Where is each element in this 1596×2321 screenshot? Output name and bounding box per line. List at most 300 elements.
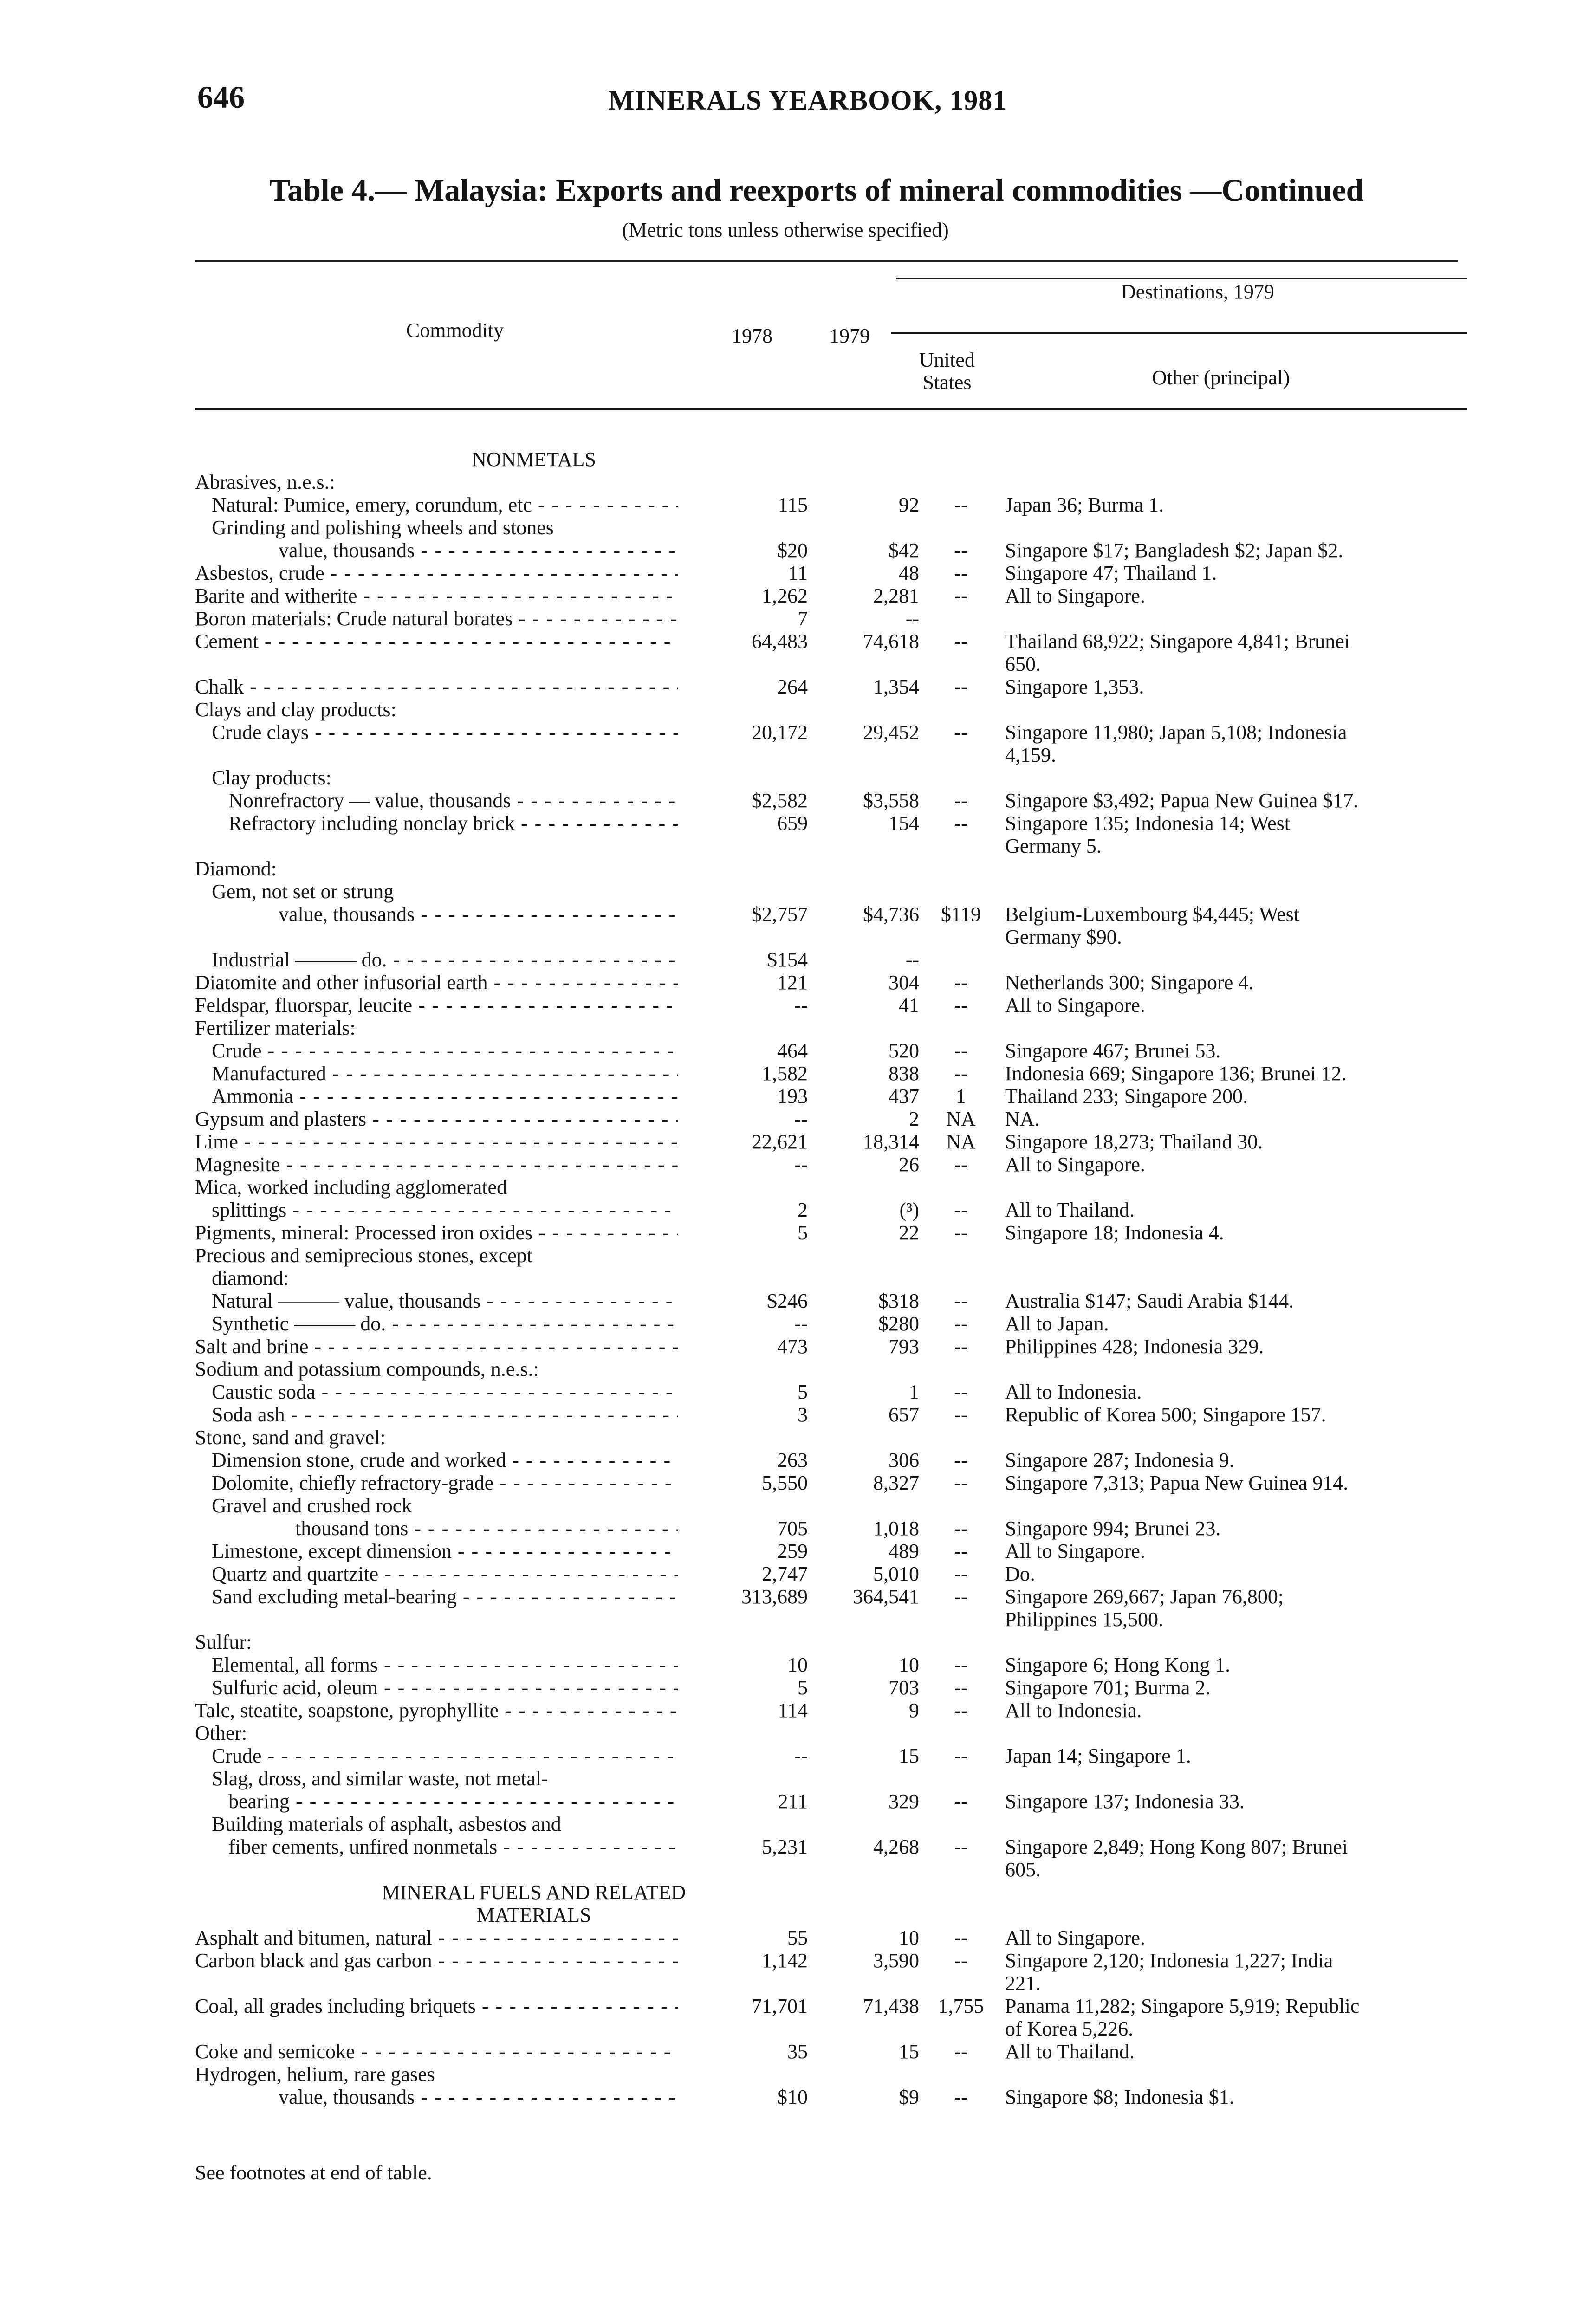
table-row [195,2040,1541,2063]
value-1979: 10 [899,1653,919,1676]
value-1978: $154 [767,948,808,971]
value-1978: 1,142 [762,1949,808,1972]
table-row [195,2017,1541,2040]
value-united-states: -- [954,1153,968,1176]
table-row [195,789,1541,812]
other-destinations: All to Singapore. [1005,1926,1145,1949]
value-1979: 22 [899,1221,919,1244]
table-row [195,744,1541,766]
commodity-cell: Crude - - - [195,1039,678,1062]
value-1979: $280 [878,1312,919,1335]
table-row [195,721,1541,744]
value-united-states: -- [954,721,968,744]
other-destinations: Thailand 68,922; Singapore 4,841; Brunei [1005,630,1350,653]
value-united-states: -- [954,971,968,994]
other-destinations: Singapore $8; Indonesia $1. [1005,2086,1234,2108]
table-row [195,1085,1541,1108]
table-body [195,448,1541,2108]
value-united-states: -- [954,630,968,653]
commodity-cell: Natural: Pumice, emery, corundum, etc - - - [195,493,678,516]
value-1978: 5 [798,1676,808,1699]
running-title: MINERALS YEARBOOK, 1981 [608,85,1007,116]
commodity-cell: Ammonia - - - [195,1085,678,1108]
value-1979: 520 [889,1039,919,1062]
commodity-cell: Coke and semicoke - - - [195,2040,678,2063]
other-destinations: All to Thailand. [1005,1199,1135,1221]
commodity-cell: Talc, steatite, soapstone, pyrophyllite - - - [195,1699,678,1722]
table-row [195,1017,1541,1039]
value-united-states: NA [946,1108,976,1130]
other-destinations: All to Singapore. [1005,584,1145,607]
value-united-states: -- [954,1699,968,1722]
commodity-cell: value, thousands - - - [195,539,678,562]
commodity-cell: Soda ash - - - [195,1403,678,1426]
commodity-cell: Cement - - - [195,630,678,653]
value-1978: 11 [788,562,808,584]
commodity-cell: Asphalt and bitumen, natural - - - [195,1926,678,1949]
commodity-cell: Nonrefractory — value, thousands - - - [195,789,678,812]
other-destinations: Singapore 2,120; Indonesia 1,227; India [1005,1949,1333,1972]
value-1979: 2 [909,1108,919,1130]
value-1978: 2,747 [762,1562,808,1585]
other-destinations: Singapore 269,667; Japan 76,800; [1005,1585,1284,1608]
value-1978: 114 [778,1699,808,1722]
value-1979: 18,314 [863,1130,919,1153]
value-united-states: -- [954,1062,968,1085]
commodity-cell: Lime - - - [195,1130,678,1153]
value-1979: 306 [889,1449,919,1472]
section-title: MATERIALS [476,1904,591,1926]
value-1979: 15 [899,1744,919,1767]
table-row [195,1290,1541,1312]
other-destinations: Singapore 7,313; Papua New Guinea 914. [1005,1472,1349,1494]
value-1979: $42 [889,539,919,562]
value-1978: 5,550 [762,1472,808,1494]
table-row [195,1199,1541,1221]
other-destinations: Australia $147; Saudi Arabia $144. [1005,1290,1294,1312]
commodity-cell: Fertilizer materials: [195,1017,356,1039]
value-1978: 473 [777,1335,808,1358]
value-1978: 3 [798,1403,808,1426]
table-row [195,926,1541,948]
value-united-states: -- [954,584,968,607]
value-united-states: -- [954,1221,968,1244]
value-1978: 7 [798,607,808,630]
value-1979: -- [905,948,919,971]
value-united-states: -- [954,1540,968,1562]
other-destinations: Philippines 15,500. [1005,1608,1164,1631]
value-1978: 705 [777,1517,808,1540]
other-destinations: Singapore 47; Thailand 1. [1005,562,1217,584]
value-1979: 304 [889,971,919,994]
commodity-cell: Crude - - - [195,1744,678,1767]
value-1978: 71,701 [752,1995,808,2017]
value-1978: 211 [778,1790,808,1813]
other-destinations: All to Singapore. [1005,994,1145,1017]
value-1978: 2 [798,1199,808,1221]
commodity-cell: Sand excluding metal-bearing - - - [195,1585,678,1608]
table-row [195,1108,1541,1130]
value-united-states: -- [954,493,968,516]
table-row [195,1631,1541,1653]
value-1979: 26 [899,1153,919,1176]
commodity-cell: Synthetic ——— do. - - - [195,1312,678,1335]
value-united-states: -- [954,2086,968,2108]
value-1978: $2,757 [752,903,808,926]
value-1979: 364,541 [853,1585,919,1608]
value-1978: -- [794,1312,808,1335]
other-destinations: Germany 5. [1005,835,1102,857]
page-number: 646 [197,79,245,115]
value-united-states: -- [954,1790,968,1813]
commodity-cell: Sodium and potassium compounds, n.e.s.: [195,1358,539,1381]
commodity-cell: Sulfuric acid, oleum - - - [195,1676,678,1699]
commodity-cell: Gypsum and plasters - - - [195,1108,678,1130]
other-destinations: Singapore 701; Burma 2. [1005,1676,1211,1699]
commodity-cell: Building materials of asphalt, asbestos and [212,1813,561,1835]
table-row [195,1403,1541,1426]
table-row [195,471,1541,493]
table-row [195,1608,1541,1631]
commodity-cell: Precious and semiprecious stones, except [195,1244,533,1267]
commodity-cell: Abrasives, n.e.s.: [195,471,335,493]
other-destinations: 605. [1005,1858,1041,1881]
col-united-states-line2: States [922,371,972,394]
value-united-states: -- [954,562,968,584]
table-row [195,880,1541,903]
commodity-cell: Caustic soda - - - [195,1381,678,1403]
value-united-states: -- [954,812,968,835]
table-row [195,1562,1541,1585]
other-destinations: Japan 36; Burma 1. [1005,493,1164,516]
value-1978: 55 [787,1926,808,1949]
other-destinations: Germany $90. [1005,926,1122,948]
value-1979: 29,452 [863,721,919,744]
value-united-states: -- [954,994,968,1017]
value-united-states: NA [946,1130,976,1153]
table-row [195,1153,1541,1176]
other-destinations: Do. [1005,1562,1035,1585]
value-united-states: -- [954,1835,968,1858]
other-destinations: Thailand 233; Singapore 200. [1005,1085,1248,1108]
value-1978: 313,689 [741,1585,808,1608]
table-row [195,2063,1541,2086]
other-destinations: Singapore $17; Bangladesh $2; Japan $2. [1005,539,1343,562]
commodity-cell: Dimension stone, crude and worked - - - [195,1449,678,1472]
commodity-cell: diamond: [212,1267,289,1290]
value-united-states: -- [954,1039,968,1062]
commodity-cell: splittings - - - [195,1199,678,1221]
commodity-cell: Sulfur: [195,1631,252,1653]
other-destinations: All to Indonesia. [1005,1381,1142,1403]
value-1979: 10 [899,1926,919,1949]
value-1978: -- [794,1108,808,1130]
table-row [195,1494,1541,1517]
other-destinations: Panama 11,282; Singapore 5,919; Republic [1005,1995,1360,2017]
value-1978: 64,483 [752,630,808,653]
value-1979: 2,281 [873,584,919,607]
value-united-states: -- [954,1381,968,1403]
other-destinations: Singapore 137; Indonesia 33. [1005,1790,1245,1813]
commodity-cell: Natural ——— value, thousands - - - [195,1290,678,1312]
table-row [195,1835,1541,1858]
commodity-cell: Magnesite - - - [195,1153,678,1176]
table-row [195,1699,1541,1722]
table-row [195,653,1541,675]
value-united-states: -- [954,1403,968,1426]
table-row [195,1813,1541,1835]
commodity-cell: Other: [195,1722,247,1744]
value-united-states: -- [954,539,968,562]
table-row [195,1244,1541,1267]
value-united-states: -- [954,1517,968,1540]
commodity-cell: Manufactured - - - [195,1062,678,1085]
other-destinations: All to Indonesia. [1005,1699,1142,1722]
table-row [195,1995,1541,2017]
value-1979: -- [905,607,919,630]
value-1978: 464 [777,1039,808,1062]
commodity-cell: thousand tons - - - [195,1517,678,1540]
commodity-cell: Carbon black and gas carbon - - - [195,1949,678,1972]
table-row [195,607,1541,630]
commodity-cell: value, thousands - - - [195,2086,678,2108]
value-united-states: -- [954,1926,968,1949]
commodity-cell: value, thousands - - - [195,903,678,926]
value-1979: 9 [909,1699,919,1722]
commodity-cell: Mica, worked including agglomerated [195,1176,507,1199]
value-united-states: -- [954,1585,968,1608]
commodity-cell: Clays and clay products: [195,698,396,721]
table-row [195,1381,1541,1403]
value-1978: $20 [777,539,808,562]
commodity-cell: Refractory including nonclay brick - - - [195,812,678,835]
table-row [195,1949,1541,1972]
other-destinations: Singapore 467; Brunei 53. [1005,1039,1221,1062]
other-destinations: Singapore 1,353. [1005,675,1144,698]
value-1979: 793 [889,1335,919,1358]
commodity-cell: Boron materials: Crude natural borates - - - [195,607,678,630]
table-row [195,1062,1541,1085]
value-united-states: -- [954,1653,968,1676]
commodity-cell: Pigments, mineral: Processed iron oxides - - - [195,1221,678,1244]
value-united-states: -- [954,789,968,812]
table-row [195,971,1541,994]
other-destinations: of Korea 5,226. [1005,2017,1134,2040]
table-row [195,1858,1541,1881]
table-row [195,1426,1541,1449]
other-destinations: Philippines 428; Indonesia 329. [1005,1335,1264,1358]
value-1978: 115 [778,493,808,516]
value-1979: 74,618 [863,630,919,653]
value-united-states: -- [954,2040,968,2063]
value-1979: 703 [889,1676,919,1699]
value-1979: 3,590 [873,1949,919,1972]
value-1979: 1,354 [873,675,919,698]
value-united-states: -- [954,1744,968,1767]
commodity-cell: Gravel and crushed rock [212,1494,412,1517]
section-heading [195,1881,1541,1904]
table-row [195,1722,1541,1744]
commodity-cell: Coal, all grades including briquets - - - [195,1995,678,2017]
other-destinations: NA. [1005,1108,1040,1130]
value-united-states: -- [954,1676,968,1699]
other-destinations: Singapore 135; Indonesia 14; West [1005,812,1291,835]
table-row [195,1267,1541,1290]
col-united-states-line1: United [919,349,975,371]
table-row [195,1221,1541,1244]
value-1979: (³) [899,1199,919,1221]
commodity-cell: Elemental, all forms - - - [195,1653,678,1676]
value-1979: 1,018 [873,1517,919,1540]
col-destinations: Destinations, 1979 [1121,280,1274,303]
col-other-principal: Other (principal) [1152,366,1290,389]
commodity-cell: Quartz and quartzite - - - [195,1562,678,1585]
value-united-states: -- [954,1312,968,1335]
table-row [195,1653,1541,1676]
destinations-sub-rule [891,332,1467,334]
commodity-cell: Hydrogen, helium, rare gases [195,2063,435,2086]
other-destinations: All to Thailand. [1005,2040,1135,2063]
value-1978: 263 [777,1449,808,1472]
table-row [195,1130,1541,1153]
commodity-cell: Limestone, except dimension - - - [195,1540,678,1562]
value-1978: $2,582 [752,789,808,812]
other-destinations: All to Singapore. [1005,1153,1145,1176]
table-row [195,1585,1541,1608]
commodity-cell: Salt and brine - - - [195,1335,678,1358]
table-row [195,1972,1541,1995]
value-1979: 15 [899,2040,919,2063]
table-row [195,1312,1541,1335]
table-title: Table 4.— Malaysia: Exports and reexports of mineral commodities —Continued [269,172,1364,207]
table-subtitle: (Metric tons unless otherwise specified) [622,219,949,241]
other-destinations: Singapore 6; Hong Kong 1. [1005,1653,1231,1676]
value-1979: 8,327 [873,1472,919,1494]
section-title: MINERAL FUELS AND RELATED [382,1881,686,1904]
other-destinations: Singapore $3,492; Papua New Guinea $17. [1005,789,1359,812]
commodity-cell: Slag, dross, and similar waste, not metal- [212,1767,548,1790]
commodity-cell: Clay products: [212,766,331,789]
table-row [195,835,1541,857]
other-destinations: Singapore 994; Brunei 23. [1005,1517,1221,1540]
table-row [195,1926,1541,1949]
other-destinations: Indonesia 669; Singapore 136; Brunei 12. [1005,1062,1347,1085]
table-row [195,1540,1541,1562]
value-1978: 1,262 [762,584,808,607]
value-1979: $3,558 [863,789,919,812]
value-1978: 5,231 [762,1835,808,1858]
other-destinations: 650. [1005,653,1041,675]
commodity-cell: Diatomite and other infusorial earth - - - [195,971,678,994]
other-destinations: All to Japan. [1005,1312,1109,1335]
value-united-states: -- [954,1949,968,1972]
value-united-states: 1,755 [938,1995,984,2017]
commodity-cell: Stone, sand and gravel: [195,1426,386,1449]
col-1978: 1978 [732,324,772,347]
value-1978: 10 [787,1653,808,1676]
value-united-states: $119 [941,903,981,926]
value-1978: 35 [787,2040,808,2063]
section-title: NONMETALS [472,448,596,471]
value-united-states: -- [954,1290,968,1312]
table-row [195,2086,1541,2108]
table-row [195,1039,1541,1062]
commodity-cell: Chalk - - - [195,675,678,698]
value-1979: 92 [899,493,919,516]
section-heading [195,1904,1541,1926]
table-row [195,1790,1541,1813]
table-row [195,857,1541,880]
table-row [195,630,1541,653]
commodity-cell: Dolomite, chiefly refractory-grade - - - [195,1472,678,1494]
other-destinations: All to Singapore. [1005,1540,1145,1562]
value-1979: 154 [889,812,919,835]
value-united-states: 1 [956,1085,966,1108]
other-destinations: 221. [1005,1972,1041,1995]
table-row [195,493,1541,516]
value-1978: 193 [777,1085,808,1108]
value-1979: 329 [889,1790,919,1813]
value-1979: 838 [889,1062,919,1085]
value-1979: 1 [909,1381,919,1403]
table-row [195,1472,1541,1494]
table-row [195,1449,1541,1472]
value-1978: -- [794,1744,808,1767]
other-destinations: Singapore 2,849; Hong Kong 807; Brunei [1005,1835,1348,1858]
table-row [195,1358,1541,1381]
value-1978: 20,172 [752,721,808,744]
table-row [195,516,1541,539]
value-united-states: -- [954,1335,968,1358]
value-1978: 659 [777,812,808,835]
commodity-cell: Feldspar, fluorspar, leucite - - - [195,994,678,1017]
table-row [195,539,1541,562]
table-row [195,584,1541,607]
other-destinations: Singapore 11,980; Japan 5,108; Indonesia [1005,721,1347,744]
commodity-cell: Asbestos, crude - - - [195,562,678,584]
other-destinations: Singapore 18,273; Thailand 30. [1005,1130,1263,1153]
footnote: See footnotes at end of table. [195,2161,432,2184]
header-bottom-rule [195,408,1467,410]
value-1978: 121 [777,971,808,994]
col-commodity: Commodity [406,319,504,342]
value-1978: 1,582 [762,1062,808,1085]
table-row [195,812,1541,835]
value-1979: 48 [899,562,919,584]
value-united-states: -- [954,1449,968,1472]
other-destinations: Belgium-Luxembourg $4,445; West [1005,903,1300,926]
value-united-states: -- [954,1199,968,1221]
table-row [195,1517,1541,1540]
value-1978: 5 [798,1221,808,1244]
table-row [195,1335,1541,1358]
table-row [195,994,1541,1017]
destinations-top-rule [896,278,1467,279]
commodity-cell: Barite and witherite - - - [195,584,678,607]
value-1978: 5 [798,1381,808,1403]
value-1979: 5,010 [873,1562,919,1585]
value-1978: 22,621 [752,1130,808,1153]
value-1979: $4,736 [863,903,919,926]
value-1979: 489 [889,1540,919,1562]
value-1979: 657 [889,1403,919,1426]
other-destinations: Japan 14; Singapore 1. [1005,1744,1191,1767]
table-row [195,1767,1541,1790]
other-destinations: Republic of Korea 500; Singapore 157. [1005,1403,1326,1426]
value-1978: $246 [767,1290,808,1312]
commodity-cell: Gem, not set or strung [212,880,394,903]
table-row [195,948,1541,971]
